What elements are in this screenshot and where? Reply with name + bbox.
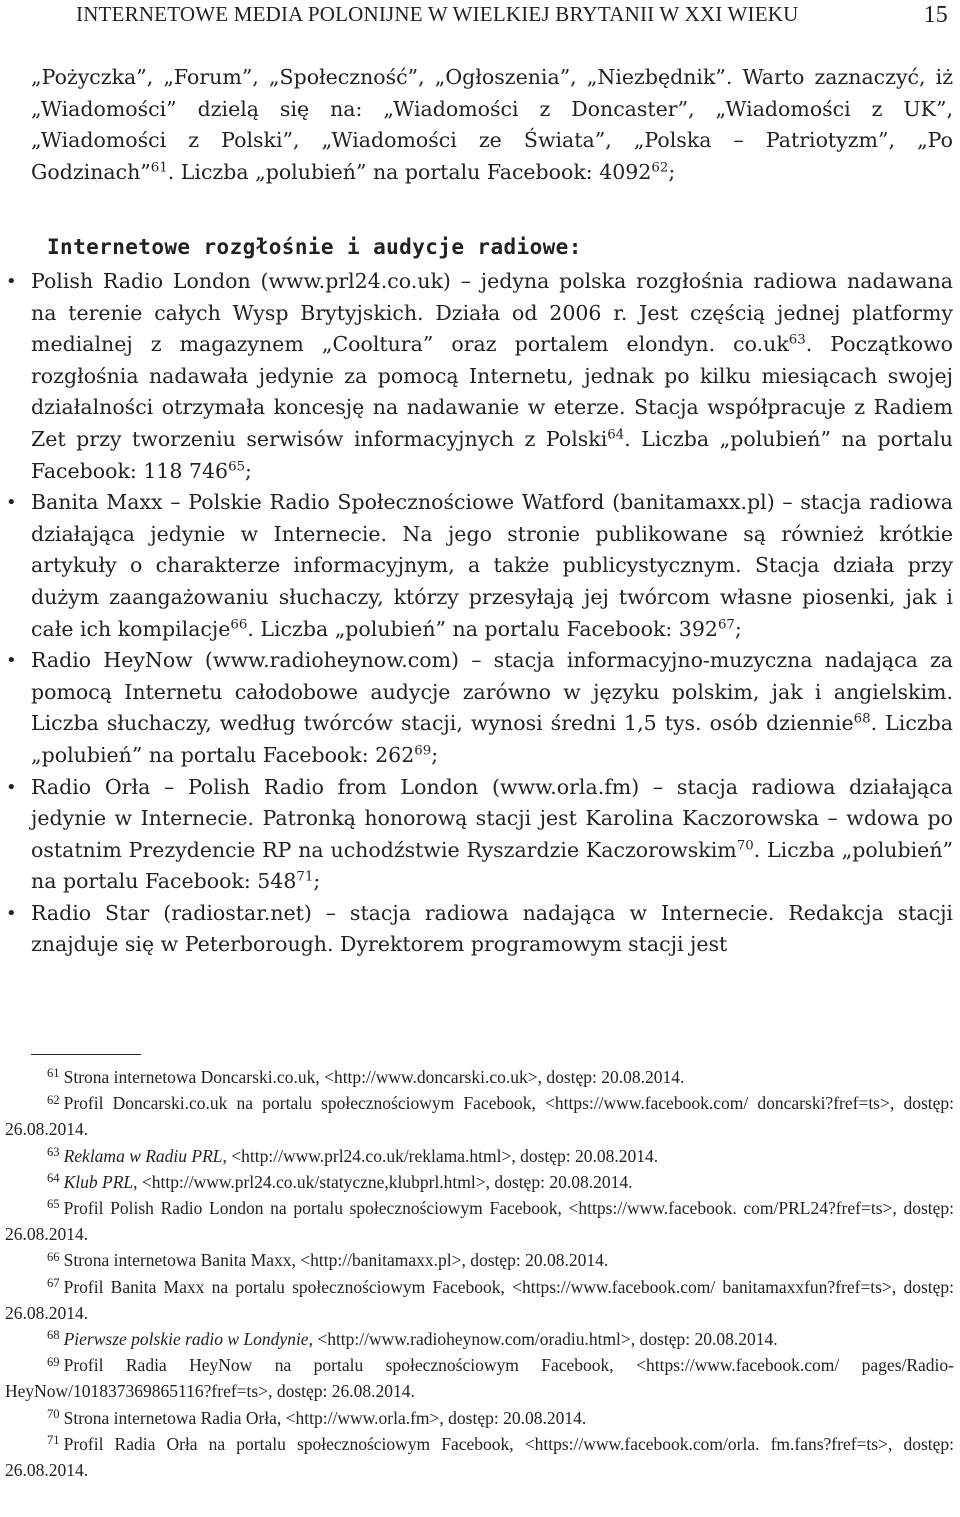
footnote-text: Strona internetowa Radia Orła, <http://www.orla.fm>, dostęp: 20.08.2014. bbox=[63, 1407, 587, 1428]
page-number: 15 bbox=[923, 2, 948, 28]
footnote-text: Profil Doncarski.co.uk na portalu społecznościowym Facebook, <https://www.facebook.com/ doncarski?fref=ts>, dostęp: 26.08.2014. bbox=[5, 1093, 954, 1140]
footnote-number: 61 bbox=[47, 1066, 60, 1081]
footnote-ref[interactable]: 63 bbox=[788, 332, 806, 348]
footnote-number: 65 bbox=[47, 1197, 60, 1212]
bullet-icon: • bbox=[6, 271, 17, 292]
list-item-text: . Liczba „polubień” na portalu Facebook: 118 746 bbox=[31, 426, 954, 483]
footnote-ref[interactable]: 68 bbox=[853, 711, 871, 727]
footnote-title: Pierwsze polskie radio w Londynie bbox=[63, 1329, 309, 1350]
list-item bbox=[6, 898, 953, 961]
footnote-ref[interactable]: 61 bbox=[150, 160, 168, 176]
footnote-text: , <http://www.radioheynow.com/oradiu.html>, dostęp: 20.08.2014. bbox=[308, 1329, 778, 1350]
list-item-text: Banita Maxx – Polskie Radio Społecznościowe Watford (banitamaxx.pl) – stacja radiowa działająca jedynie w Internecie. Na jego stronie publikowane są również krótkie artykuły o charakterze informacyjnym, a także publicystycznym. Stacja działa przy dużym zaangażowaniu słuchaczy, którzy przesyłają jej twórcom własne piosenki, jak i całe ich kompilacje bbox=[31, 490, 953, 641]
footnote-ref[interactable]: 67 bbox=[717, 617, 735, 633]
footnote-ref[interactable]: 66 bbox=[230, 617, 248, 633]
intro-text: „Pożyczka”, „Forum”, „Społeczność”, „Ogłoszenia”, „Niezbędnik”. Warto zaznaczyć, iż „Wiadomości” dzielą się na: „Wiadomości z Doncaster”, „Wiadomości z UK”, „Wiadomości z Polski”, „Wiadomości ze Świata”, „Polska – Patriotyzm”, „Po Godzinach” bbox=[31, 65, 953, 184]
footnote-number: 66 bbox=[47, 1249, 60, 1264]
bullet-icon: • bbox=[6, 902, 17, 924]
footnote-number: 70 bbox=[47, 1406, 60, 1421]
bullet-icon: • bbox=[6, 650, 17, 672]
radio-station-list bbox=[6, 266, 954, 961]
footnote-text: Profil Polish Radio London na portalu społecznościowym Facebook, <https://www.facebook. com/PRL24?fref=ts>, dostęp: 26.08.2014. bbox=[5, 1198, 954, 1245]
running-header bbox=[76, 2, 948, 32]
intro-paragraph bbox=[31, 62, 953, 188]
footnote-number: 69 bbox=[47, 1354, 60, 1369]
bullet-icon: • bbox=[6, 492, 17, 514]
footnote-ref[interactable]: 65 bbox=[228, 459, 246, 475]
section-heading: Internetowe rozgłośnie i audycje radiowe: bbox=[47, 235, 582, 259]
footnote-ref[interactable]: 71 bbox=[296, 869, 314, 885]
footnote-text: Profil Radia Orła na portalu społecznościowym Facebook, <https://www.facebook.com/orla. fm.fans?fref=ts>, dostęp: 26.08.2014. bbox=[5, 1433, 954, 1481]
footnote-number: 67 bbox=[47, 1275, 60, 1290]
footnote bbox=[5, 1169, 954, 1195]
footnote-title: Reklama w Radiu PRL bbox=[63, 1145, 223, 1166]
footnote-ref[interactable]: 62 bbox=[651, 160, 669, 176]
footnote bbox=[5, 1247, 954, 1273]
list-item-text: ; bbox=[313, 869, 321, 894]
list-item-text: ; bbox=[245, 458, 252, 483]
list-item-text: Radio Star (radiostar.net) – stacja radiowa nadająca w Internecie. Redakcja stacji znajduje się w Peterborough. Dyrektorem programowym stacji jest bbox=[31, 900, 953, 957]
intro-text-3: ; bbox=[668, 159, 676, 184]
footnote bbox=[5, 1143, 954, 1169]
footnote bbox=[5, 1326, 954, 1352]
list-item-text: Polish Radio London (www.prl24.co.uk) – jedyna polska rozgłośnia radiowa nadawana na terenie całych Wysp Brytyjskich. Działa od 2006 r. Jest częścią jednej platformy medialnej z magazynem „Cooltura” oraz portalem elondyn. co.uk bbox=[31, 269, 953, 357]
intro-text-2: . Liczba „polubień” na portalu Facebook: 4092 bbox=[167, 159, 652, 184]
list-item-text: ; bbox=[734, 616, 742, 641]
list-item bbox=[6, 266, 954, 487]
footnote-number: 63 bbox=[47, 1144, 60, 1159]
list-item-text: Radio HeyNow (www.radioheynow.com) – stacja informacyjno-muzyczna nadająca za pomocą Internetu całodobowe audycje zarówno w języku polskim, jak i angielskim. Liczba słuchaczy, według twórców stacji, wynosi średni 1,5 tys. osób dziennie bbox=[31, 648, 953, 736]
footnote bbox=[5, 1274, 954, 1326]
footnote-ref[interactable]: 70 bbox=[736, 838, 754, 854]
list-item bbox=[6, 772, 953, 898]
footnote-ref[interactable]: 69 bbox=[414, 743, 432, 759]
footnote bbox=[5, 1064, 954, 1090]
list-item-text: Radio Orła – Polish Radio from London (www.orla.fm) – stacja radiowa działająca jedynie w Internecie. Patronką honorową stacji jest Karolina Kaczorowska – wdowa po ostatnim Prezydencie RP na uchodźstwie Ryszardzie Kaczorowskim bbox=[31, 774, 953, 862]
list-item-text: . Liczba „polubień” na portalu Facebook: 392 bbox=[247, 616, 718, 641]
footnote bbox=[5, 1090, 954, 1142]
footnote bbox=[5, 1195, 954, 1247]
footnote-separator bbox=[31, 1054, 141, 1055]
list-item-text: . Liczba „polubień” na portalu Facebook: 548 bbox=[31, 837, 953, 894]
footnote-text: , <http://www.prl24.co.uk/statyczne,klubprl.html>, dostęp: 20.08.2014. bbox=[133, 1171, 633, 1192]
footnote-number: 62 bbox=[47, 1092, 60, 1107]
bullet-icon: • bbox=[6, 776, 17, 798]
list-item bbox=[6, 645, 953, 771]
footnote-text: Profil Radia HeyNow na portalu społecznościowym Facebook, <https://www.facebook.com/ pages/Radio-HeyNow/101837369865116?fref=ts>, dostęp: 26.08.2014. bbox=[5, 1355, 954, 1402]
footnote-text: Strona internetowa Banita Maxx, <http://banitamaxx.pl>, dostęp: 20.08.2014. bbox=[63, 1250, 609, 1271]
footnote-number: 71 bbox=[47, 1433, 60, 1448]
footnote-number: 64 bbox=[47, 1171, 60, 1186]
footnotes bbox=[5, 1064, 954, 1483]
list-item bbox=[6, 487, 953, 645]
footnote bbox=[5, 1405, 954, 1431]
list-item-text: . Początkowo rozgłośnia nadawała jedynie za pomocą Internetu, jednak po kilku miesiącach swojej działalności otrzymała koncesję na nadawanie w eterze. Stacja współpracuje z Radiem Zet przy tworzeniu serwisów informacyjnych z Polski bbox=[31, 332, 953, 451]
footnote bbox=[5, 1431, 954, 1483]
footnote bbox=[5, 1352, 954, 1404]
footnote-ref[interactable]: 64 bbox=[607, 427, 625, 443]
footnote-text: Strona internetowa Doncarski.co.uk, <http://www.doncarski.co.uk>, dostęp: 20.08.2014. bbox=[63, 1067, 685, 1087]
header-title: INTERNETOWE MEDIA POLONIJNE W WIELKIEJ BRYTANII W XXI WIEKU bbox=[76, 2, 799, 26]
footnote-title: Klub PRL bbox=[63, 1171, 134, 1192]
list-item-text: ; bbox=[431, 742, 439, 767]
footnote-text: Profil Banita Maxx na portalu społecznościowym Facebook, <https://www.facebook.com/ banitamaxxfun?fref=ts>, dostęp: 26.08.2014. bbox=[5, 1276, 954, 1323]
footnote-number: 68 bbox=[47, 1328, 60, 1343]
footnote-text: , <http://www.prl24.co.uk/reklama.html>, dostęp: 20.08.2014. bbox=[222, 1145, 659, 1166]
list-item-text: . Liczba „polubień” na portalu Facebook: 262 bbox=[31, 711, 953, 767]
